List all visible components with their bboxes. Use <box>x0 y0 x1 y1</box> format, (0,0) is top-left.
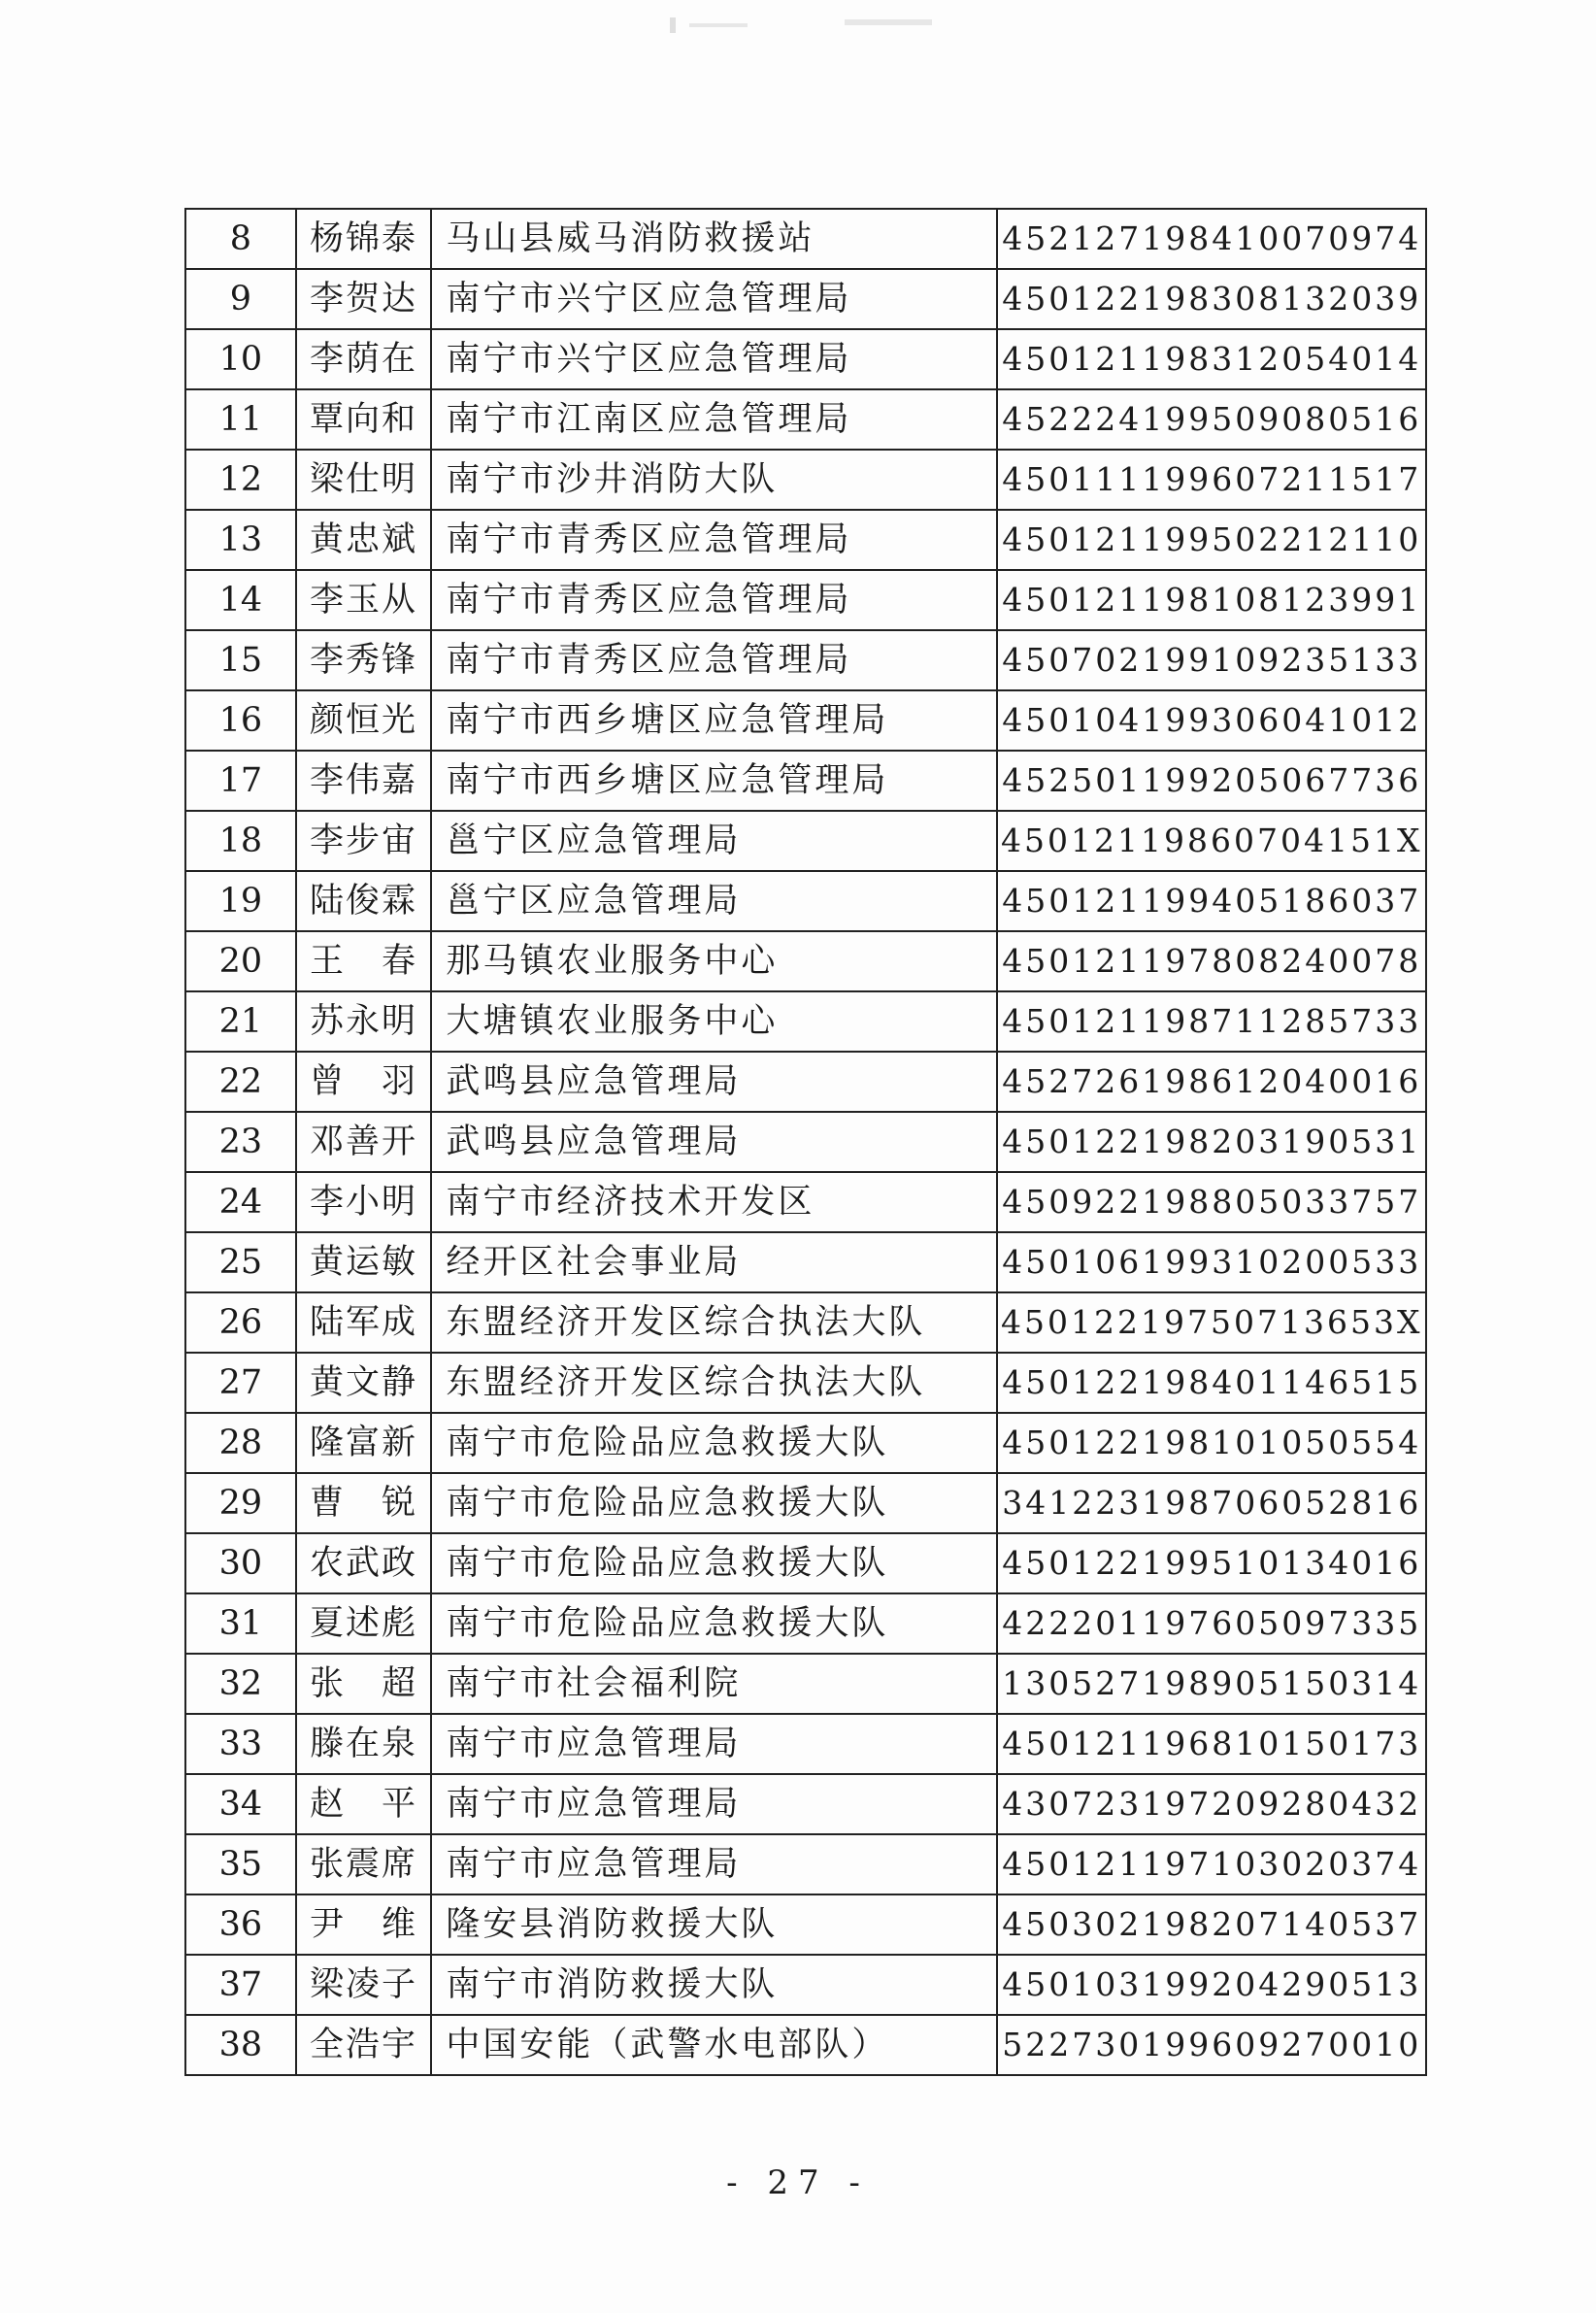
cell-number: 20 <box>185 931 296 991</box>
cell-name: 苏永明 <box>296 991 432 1052</box>
page-number: - 27 - <box>726 2163 870 2202</box>
table-row <box>185 751 1426 811</box>
cell-number: 21 <box>185 991 296 1052</box>
cell-name: 陆军成 <box>296 1292 432 1353</box>
cell-name: 李步宙 <box>296 811 432 871</box>
cell-number: 29 <box>185 1473 296 1533</box>
cell-id-number: 450122198203190531 <box>997 1112 1426 1172</box>
cell-name: 李荫在 <box>296 329 432 389</box>
cell-id-number: 341223198706052816 <box>997 1473 1426 1533</box>
table-row <box>185 1654 1426 1714</box>
cell-name: 全浩宇 <box>296 2015 432 2075</box>
table-row <box>185 1774 1426 1834</box>
cell-number: 23 <box>185 1112 296 1172</box>
cell-number: 15 <box>185 630 296 690</box>
cell-number: 14 <box>185 570 296 630</box>
table-row <box>185 1533 1426 1593</box>
cell-id-number: 452501199205067736 <box>997 751 1426 811</box>
cell-number: 36 <box>185 1894 296 1955</box>
table-row <box>185 570 1426 630</box>
personnel-table <box>184 208 1427 2076</box>
table-row <box>185 1714 1426 1774</box>
table-row <box>185 931 1426 991</box>
cell-unit: 马山县威马消防救援站 <box>431 209 997 269</box>
cell-name: 覃向和 <box>296 389 432 450</box>
cell-number: 18 <box>185 811 296 871</box>
cell-number: 24 <box>185 1172 296 1232</box>
cell-id-number: 450122198308132039 <box>997 269 1426 329</box>
cell-number: 30 <box>185 1533 296 1593</box>
cell-unit: 南宁市危险品应急救援大队 <box>431 1473 997 1533</box>
cell-unit: 南宁市消防救援大队 <box>431 1955 997 2015</box>
table-row <box>185 1593 1426 1654</box>
cell-number: 26 <box>185 1292 296 1353</box>
table-row <box>185 2015 1426 2075</box>
cell-unit: 武鸣县应急管理局 <box>431 1112 997 1172</box>
cell-name: 李玉从 <box>296 570 432 630</box>
cell-id-number: 450121197808240078 <box>997 931 1426 991</box>
cell-id-number: 450111199607211517 <box>997 450 1426 510</box>
cell-name: 尹 维 <box>296 1894 432 1955</box>
cell-unit: 邕宁区应急管理局 <box>431 871 997 931</box>
cell-number: 31 <box>185 1593 296 1654</box>
cell-unit: 南宁市社会福利院 <box>431 1654 997 1714</box>
table-row <box>185 1473 1426 1533</box>
table-row <box>185 811 1426 871</box>
cell-unit: 南宁市青秀区应急管理局 <box>431 630 997 690</box>
cell-name: 王 春 <box>296 931 432 991</box>
table-row <box>185 1413 1426 1473</box>
cell-id-number: 452127198410070974 <box>997 209 1426 269</box>
cell-number: 10 <box>185 329 296 389</box>
cell-name: 张震席 <box>296 1834 432 1894</box>
cell-number: 19 <box>185 871 296 931</box>
cell-name: 颜恒光 <box>296 690 432 751</box>
cell-name: 黄运敏 <box>296 1232 432 1292</box>
cell-id-number: 450121198312054014 <box>997 329 1426 389</box>
cell-name: 李贺达 <box>296 269 432 329</box>
table-row <box>185 209 1426 269</box>
cell-unit: 隆安县消防救援大队 <box>431 1894 997 1955</box>
cell-unit: 南宁市沙井消防大队 <box>431 450 997 510</box>
cell-number: 32 <box>185 1654 296 1714</box>
cell-name: 梁凌子 <box>296 1955 432 2015</box>
cell-id-number: 450106199310200533 <box>997 1232 1426 1292</box>
table-row <box>185 630 1426 690</box>
cell-unit: 南宁市应急管理局 <box>431 1834 997 1894</box>
cell-unit: 南宁市青秀区应急管理局 <box>431 510 997 570</box>
cell-id-number: 450122199510134016 <box>997 1533 1426 1593</box>
cell-id-number: 450922198805033757 <box>997 1172 1426 1232</box>
table-row <box>185 389 1426 450</box>
cell-number: 9 <box>185 269 296 329</box>
cell-id-number: 450121198711285733 <box>997 991 1426 1052</box>
cell-name: 夏述彪 <box>296 1593 432 1654</box>
table-row <box>185 871 1426 931</box>
cell-number: 25 <box>185 1232 296 1292</box>
cell-unit: 南宁市应急管理局 <box>431 1774 997 1834</box>
cell-id-number: 450121199405186037 <box>997 871 1426 931</box>
table-row <box>185 269 1426 329</box>
cell-unit: 东盟经济开发区综合执法大队 <box>431 1353 997 1413</box>
table-row <box>185 690 1426 751</box>
cell-name: 李伟嘉 <box>296 751 432 811</box>
cell-number: 34 <box>185 1774 296 1834</box>
cell-unit: 武鸣县应急管理局 <box>431 1052 997 1112</box>
cell-number: 38 <box>185 2015 296 2075</box>
cell-unit: 邕宁区应急管理局 <box>431 811 997 871</box>
table-row <box>185 1292 1426 1353</box>
cell-id-number: 450121198108123991 <box>997 570 1426 630</box>
cell-id-number: 522730199609270010 <box>997 2015 1426 2075</box>
cell-number: 35 <box>185 1834 296 1894</box>
cell-name: 梁仕明 <box>296 450 432 510</box>
cell-unit: 南宁市危险品应急救援大队 <box>431 1413 997 1473</box>
cell-name: 黄文静 <box>296 1353 432 1413</box>
table-row <box>185 1052 1426 1112</box>
cell-number: 16 <box>185 690 296 751</box>
cell-id-number: 45012119860704151X <box>997 811 1426 871</box>
table-row <box>185 1112 1426 1172</box>
cell-name: 李小明 <box>296 1172 432 1232</box>
cell-number: 33 <box>185 1714 296 1774</box>
cell-name: 黄忠斌 <box>296 510 432 570</box>
cell-id-number: 450122198401146515 <box>997 1353 1426 1413</box>
cell-name: 曹 锐 <box>296 1473 432 1533</box>
cell-id-number: 430723197209280432 <box>997 1774 1426 1834</box>
cell-unit: 南宁市应急管理局 <box>431 1714 997 1774</box>
cell-name: 张 超 <box>296 1654 432 1714</box>
table-row <box>185 1232 1426 1292</box>
cell-name: 邓善开 <box>296 1112 432 1172</box>
cell-name: 农武政 <box>296 1533 432 1593</box>
cell-unit: 东盟经济开发区综合执法大队 <box>431 1292 997 1353</box>
cell-id-number: 422201197605097335 <box>997 1593 1426 1654</box>
cell-unit: 经开区社会事业局 <box>431 1232 997 1292</box>
table-row <box>185 510 1426 570</box>
cell-id-number: 130527198905150314 <box>997 1654 1426 1714</box>
cell-id-number: 450302198207140537 <box>997 1894 1426 1955</box>
cell-id-number: 450122198101050554 <box>997 1413 1426 1473</box>
cell-unit: 中国安能（武警水电部队） <box>431 2015 997 2075</box>
scan-artifact-icon <box>670 14 951 35</box>
table-row <box>185 1353 1426 1413</box>
cell-name: 杨锦泰 <box>296 209 432 269</box>
cell-unit: 南宁市兴宁区应急管理局 <box>431 329 997 389</box>
table-row <box>185 329 1426 389</box>
cell-id-number: 450121199502212110 <box>997 510 1426 570</box>
cell-id-number: 450104199306041012 <box>997 690 1426 751</box>
cell-unit: 南宁市西乡塘区应急管理局 <box>431 690 997 751</box>
cell-name: 李秀锋 <box>296 630 432 690</box>
cell-unit: 南宁市危险品应急救援大队 <box>431 1533 997 1593</box>
cell-unit: 南宁市青秀区应急管理局 <box>431 570 997 630</box>
cell-id-number: 450121197103020374 <box>997 1834 1426 1894</box>
cell-unit: 大塘镇农业服务中心 <box>431 991 997 1052</box>
cell-name: 曾 羽 <box>296 1052 432 1112</box>
cell-id-number: 450103199204290513 <box>997 1955 1426 2015</box>
cell-id-number: 450121196810150173 <box>997 1714 1426 1774</box>
cell-number: 8 <box>185 209 296 269</box>
cell-id-number: 45012219750713653X <box>997 1292 1426 1353</box>
cell-name: 隆富新 <box>296 1413 432 1473</box>
cell-name: 陆俊霖 <box>296 871 432 931</box>
cell-unit: 南宁市江南区应急管理局 <box>431 389 997 450</box>
cell-number: 12 <box>185 450 296 510</box>
table-row <box>185 1172 1426 1232</box>
cell-unit: 南宁市危险品应急救援大队 <box>431 1593 997 1654</box>
cell-number: 11 <box>185 389 296 450</box>
cell-unit: 南宁市经济技术开发区 <box>431 1172 997 1232</box>
cell-id-number: 452224199509080516 <box>997 389 1426 450</box>
table-body <box>185 209 1426 2075</box>
cell-name: 滕在泉 <box>296 1714 432 1774</box>
cell-number: 37 <box>185 1955 296 2015</box>
cell-number: 27 <box>185 1353 296 1413</box>
cell-id-number: 452726198612040016 <box>997 1052 1426 1112</box>
table-row <box>185 450 1426 510</box>
table-row <box>185 991 1426 1052</box>
cell-unit: 南宁市兴宁区应急管理局 <box>431 269 997 329</box>
cell-number: 22 <box>185 1052 296 1112</box>
cell-id-number: 450702199109235133 <box>997 630 1426 690</box>
cell-number: 17 <box>185 751 296 811</box>
table-row <box>185 1894 1426 1955</box>
table-row <box>185 1834 1426 1894</box>
cell-number: 28 <box>185 1413 296 1473</box>
table-row <box>185 1955 1426 2015</box>
cell-unit: 南宁市西乡塘区应急管理局 <box>431 751 997 811</box>
cell-name: 赵 平 <box>296 1774 432 1834</box>
cell-unit: 那马镇农业服务中心 <box>431 931 997 991</box>
cell-number: 13 <box>185 510 296 570</box>
